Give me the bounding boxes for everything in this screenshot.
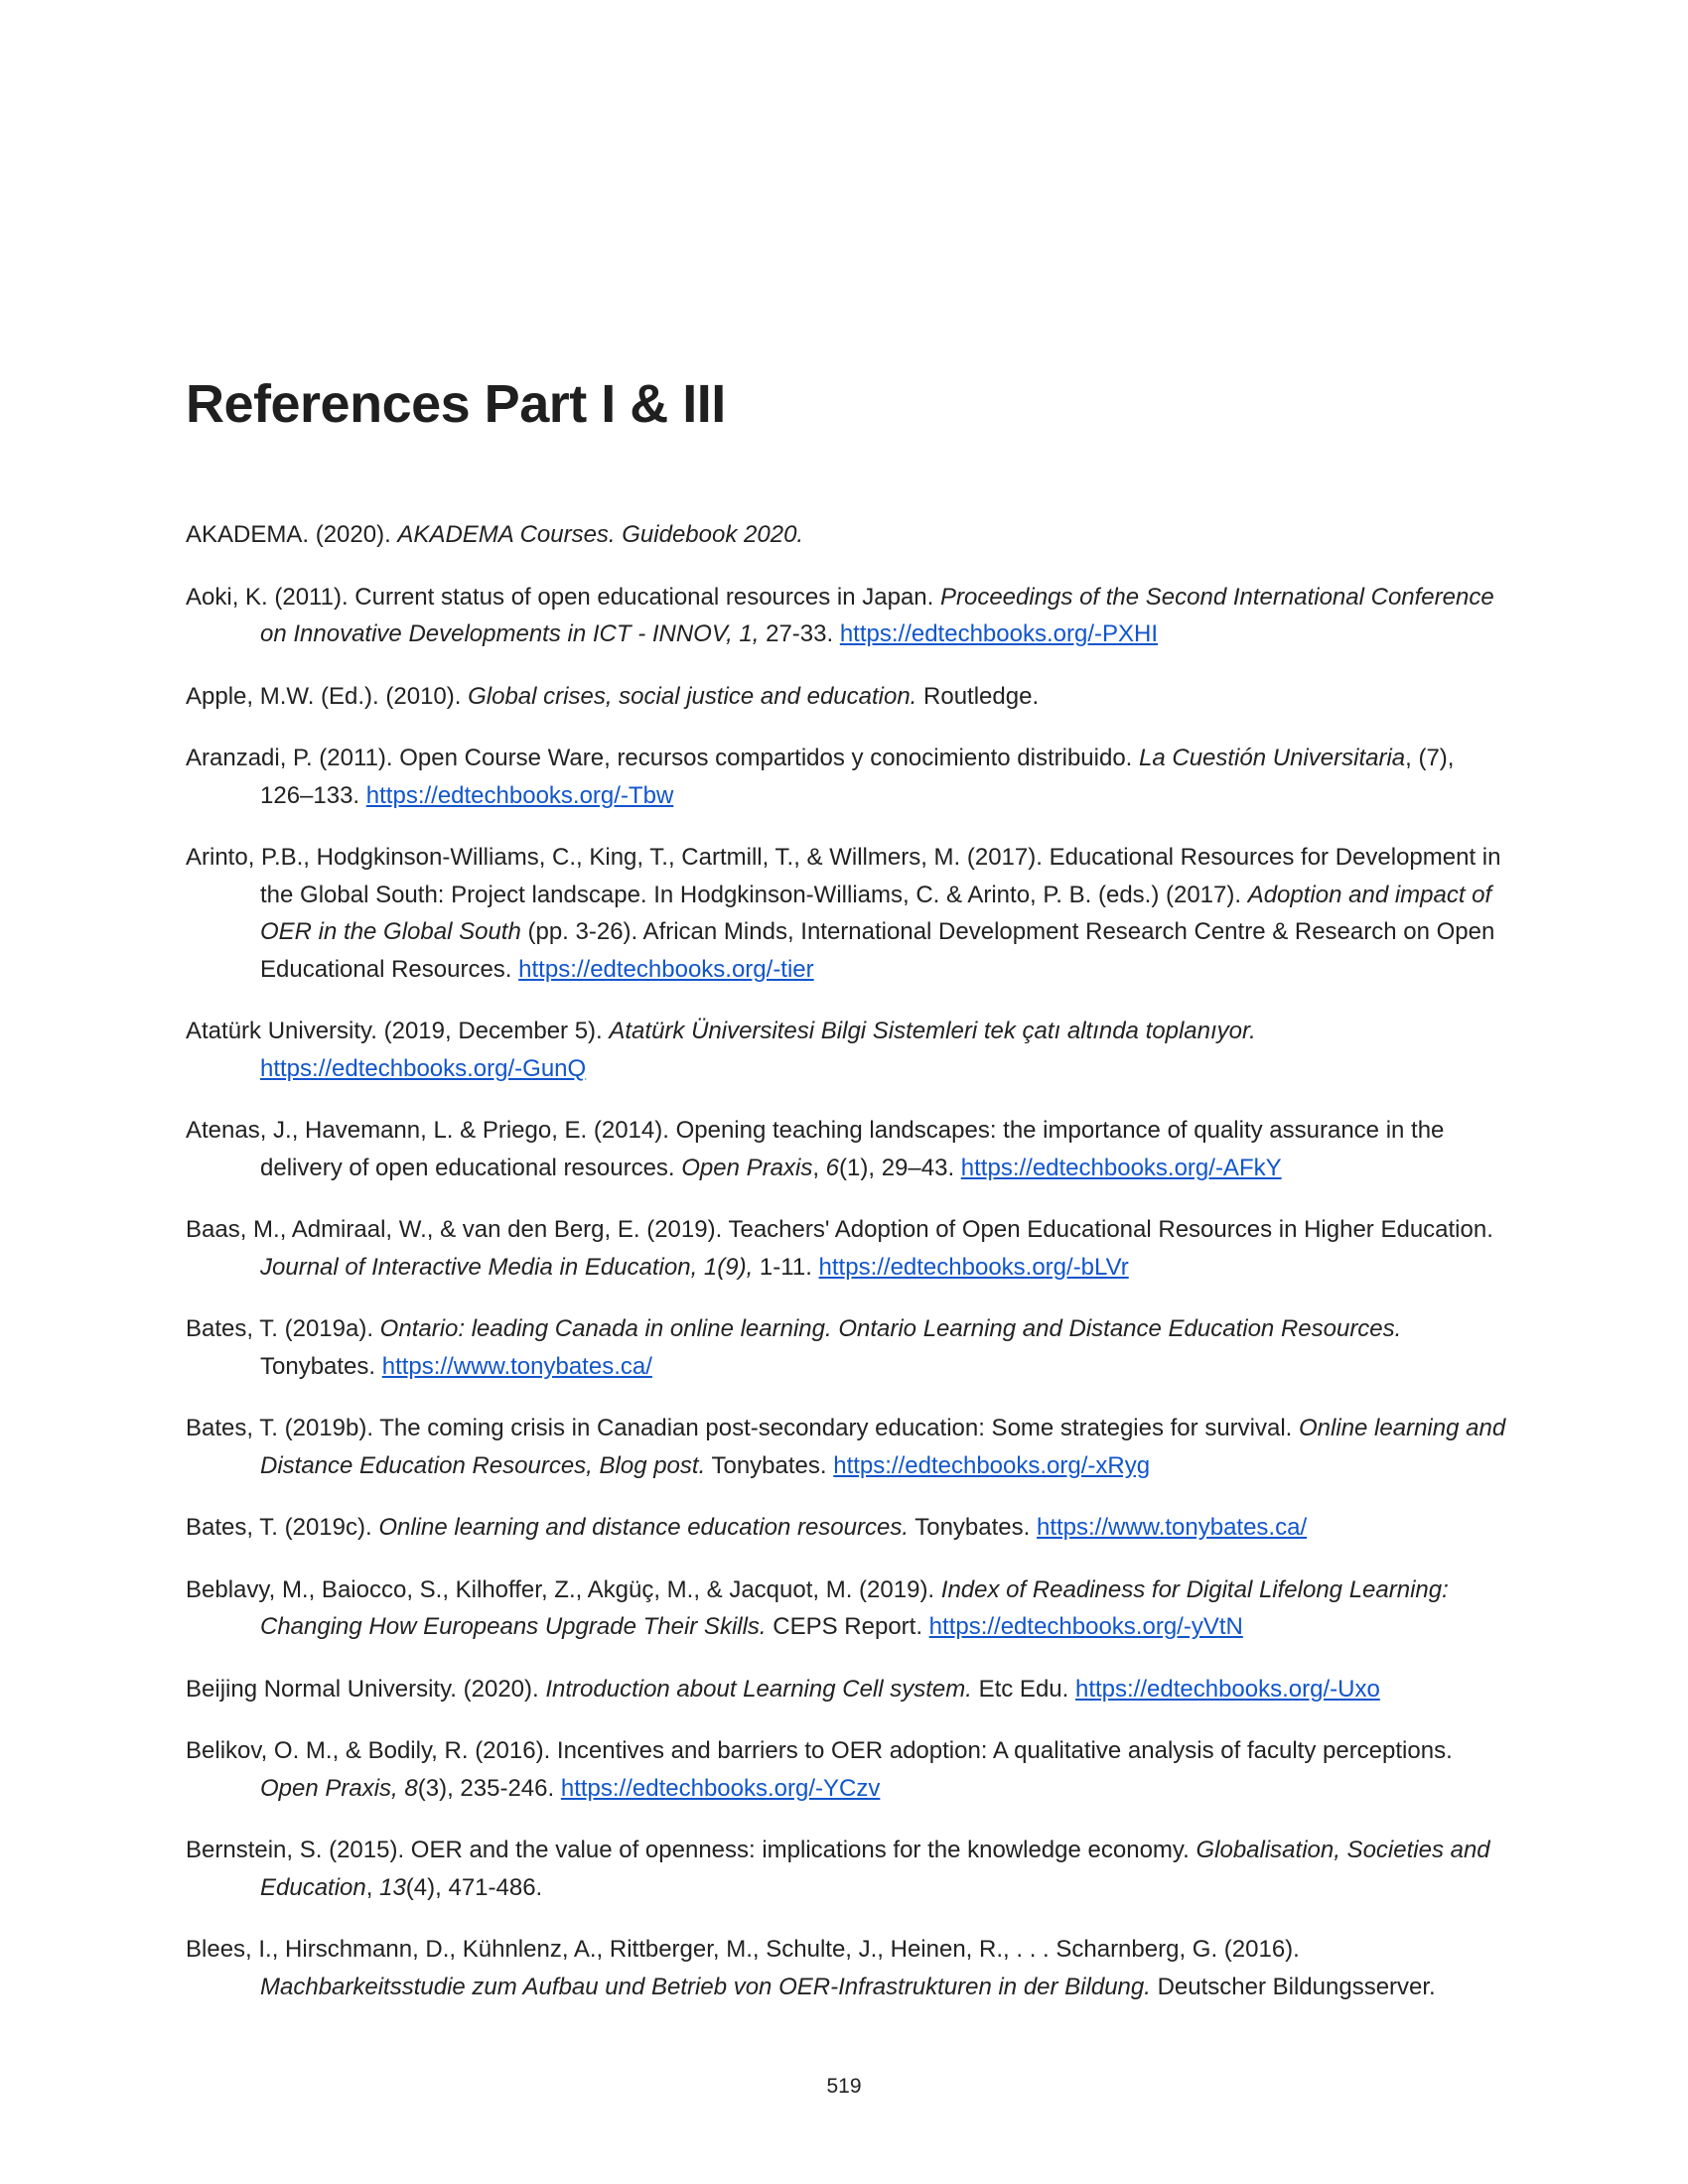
reference-link[interactable]: https://edtechbooks.org/-bLVr [818, 1253, 1129, 1281]
reference-text: Aranzadi, P. (2011). Open Course Ware, recursos compartidos y conocimiento distribuido. [186, 745, 1139, 771]
reference-italic-text: La Cuestión Universitaria [1139, 745, 1406, 771]
reference-text: Deutscher Bildungsserver. [1150, 1973, 1436, 2000]
reference-link[interactable]: https://edtechbooks.org/-GunQ [260, 1054, 587, 1082]
reference-text: Atatürk University. (2019, December 5). [186, 1018, 610, 1044]
reference-link[interactable]: https://edtechbooks.org/-tier [518, 955, 814, 983]
reference-text: (pp. 3-26). African Minds, International Development Research Centre & Research on Open Educational Resources. [260, 918, 1495, 983]
reference-italic-text: Atatürk Üniversitesi Bilgi Sistemleri tek çatı altında toplanıyor. [609, 1018, 1256, 1044]
reference-text: Blees, I., Hirschmann, D., Kühnlenz, A., Rittberger, M., Schulte, J., Heinen, R., . . . Scharnberg, G. (2016). [186, 1936, 1300, 1963]
reference-text: Bernstein, S. (2015). OER and the value of openness: implications for the knowledge economy. [186, 1837, 1196, 1863]
reference-text: Routledge. [916, 682, 1040, 710]
reference-link[interactable]: https://edtechbooks.org/-YCzv [560, 1774, 881, 1802]
reference-entry-belikov [186, 1732, 1506, 1807]
reference-text: Beblavy, M., Baiocco, S., Kilhoffer, Z., Akgüç, M., & Jacquot, M. (2019). [186, 1575, 941, 1603]
reference-text: (1), 29–43. [839, 1154, 961, 1181]
reference-text: Beijing Normal University. (2020). [186, 1675, 546, 1703]
reference-text: AKADEMA. (2020). [186, 521, 398, 548]
reference-text: Arinto, P.B., Hodgkinson-Williams, C., King, T., Cartmill, T., & Willmers, M. (2017). Educational Resources for Development in the Global South: Project landscape. In Hodgkinson-Williams, C. & Arinto, P. B. (eds.) (2017). [186, 844, 1501, 908]
reference-text: 1-11. [753, 1253, 819, 1281]
reference-entry-aoki [186, 579, 1506, 653]
reference-text: Tonybates. [260, 1352, 382, 1380]
reference-entry-bates-b [186, 1410, 1506, 1484]
reference-link[interactable]: https://edtechbooks.org/-Uxo [1074, 1675, 1380, 1703]
reference-italic-text: AKADEMA Courses. Guidebook 2020. [397, 521, 804, 548]
reference-text: (4), 471-486. [405, 1873, 543, 1901]
reference-entry-akadema [186, 516, 1506, 554]
reference-text: , [365, 1873, 380, 1901]
reference-entry-baas [186, 1211, 1506, 1286]
reference-italic-text: Proceedings of the Second International Conference on Innovative Developments in ICT - INNOV, 1, [260, 583, 1494, 647]
reference-italic-text: Open Praxis [681, 1154, 813, 1181]
reference-text: Belikov, O. M., & Bodily, R. (2016). Incentives and barriers to OER adoption: A qualitative analysis of faculty perceptions. [186, 1737, 1453, 1764]
page-number: 519 [826, 2075, 862, 2098]
reference-text: Aoki, K. (2011). Current status of open educational resources in Japan. [186, 583, 940, 611]
reference-italic-text: Global crises, social justice and education. [468, 682, 917, 710]
reference-entry-beijing [186, 1671, 1506, 1708]
reference-link[interactable]: https://edtechbooks.org/-yVtN [928, 1613, 1243, 1640]
reference-italic-text: Machbarkeitsstudie zum Aufbau und Betrieb von OER-Infrastrukturen in der Bildung. [260, 1973, 1151, 2000]
reference-text: Tonybates. [705, 1451, 834, 1479]
reference-link[interactable]: https://edtechbooks.org/-xRyg [833, 1451, 1151, 1479]
reference-entry-apple [186, 678, 1506, 716]
reference-link[interactable]: https://www.tonybates.ca/ [1036, 1514, 1308, 1541]
reference-text: Baas, M., Admiraal, W., & van den Berg, E. (2019). Teachers' Adoption of Open Educational Resources in Higher Education. [186, 1216, 1493, 1243]
reference-text: Apple, M.W. (Ed.). (2010). [186, 682, 469, 710]
reference-link[interactable]: https://www.tonybates.ca/ [381, 1352, 652, 1380]
reference-italic-text: Online learning and distance education resources. [378, 1514, 909, 1541]
reference-text: (3), 235-246. [417, 1774, 561, 1802]
reference-italic-text: 13 [379, 1873, 406, 1901]
reference-entry-arinto [186, 839, 1506, 988]
reference-text: CEPS Report. [766, 1613, 929, 1640]
reference-italic-text: Adoption and impact of OER in the Global South [260, 881, 1492, 945]
reference-list [186, 516, 1506, 2030]
reference-text: Tonybates. [909, 1514, 1037, 1541]
reference-link[interactable]: https://edtechbooks.org/-PXHI [839, 620, 1158, 647]
reference-entry-bernstein [186, 1832, 1506, 1906]
reference-text: Atenas, J., Havemann, L. & Priego, E. (2014). Opening teaching landscapes: the importance of quality assurance in the delivery of open educational resources. [186, 1117, 1445, 1181]
reference-entry-bates-c [186, 1509, 1506, 1547]
reference-text: 27-33. [759, 620, 840, 647]
reference-italic-text: Online learning and Distance Education Resources, Blog post. [260, 1415, 1506, 1479]
reference-entry-blees [186, 1931, 1506, 2005]
reference-text: Bates, T. (2019b). The coming crisis in Canadian post-secondary education: Some strategies for survival. [186, 1415, 1300, 1441]
reference-entry-ataturk [186, 1013, 1506, 1087]
reference-italic-text: Journal of Interactive Media in Education, 1(9), [260, 1253, 754, 1281]
reference-entry-beblavy [186, 1571, 1506, 1646]
reference-italic-text: Introduction about Learning Cell system. [545, 1675, 972, 1703]
reference-text: Bates, T. (2019c). [186, 1514, 379, 1541]
reference-italic-text: Ontario: leading Canada in online learning. Ontario Learning and Distance Education Resources. [379, 1315, 1402, 1342]
page-title: References Part I & III [186, 374, 726, 434]
reference-text: Bates, T. (2019a). [186, 1315, 380, 1342]
reference-italic-text: Globalisation, Societies and Education [260, 1837, 1490, 1901]
reference-italic-text: 6 [825, 1154, 840, 1181]
reference-italic-text: Open Praxis, 8 [260, 1774, 418, 1802]
reference-link[interactable]: https://edtechbooks.org/-Tbw [365, 781, 674, 809]
reference-text: Etc Edu. [971, 1675, 1075, 1703]
reference-italic-text: Index of Readiness for Digital Lifelong Learning: Changing How Europeans Upgrade Their Skills. [260, 1575, 1449, 1640]
reference-entry-bates-a [186, 1310, 1506, 1385]
reference-entry-aranzadi [186, 740, 1506, 814]
reference-entry-atenas [186, 1112, 1506, 1186]
reference-link[interactable]: https://edtechbooks.org/-AFkY [960, 1154, 1282, 1181]
reference-text: , (7), 126–133. [260, 745, 1455, 809]
reference-text: , [812, 1154, 826, 1181]
